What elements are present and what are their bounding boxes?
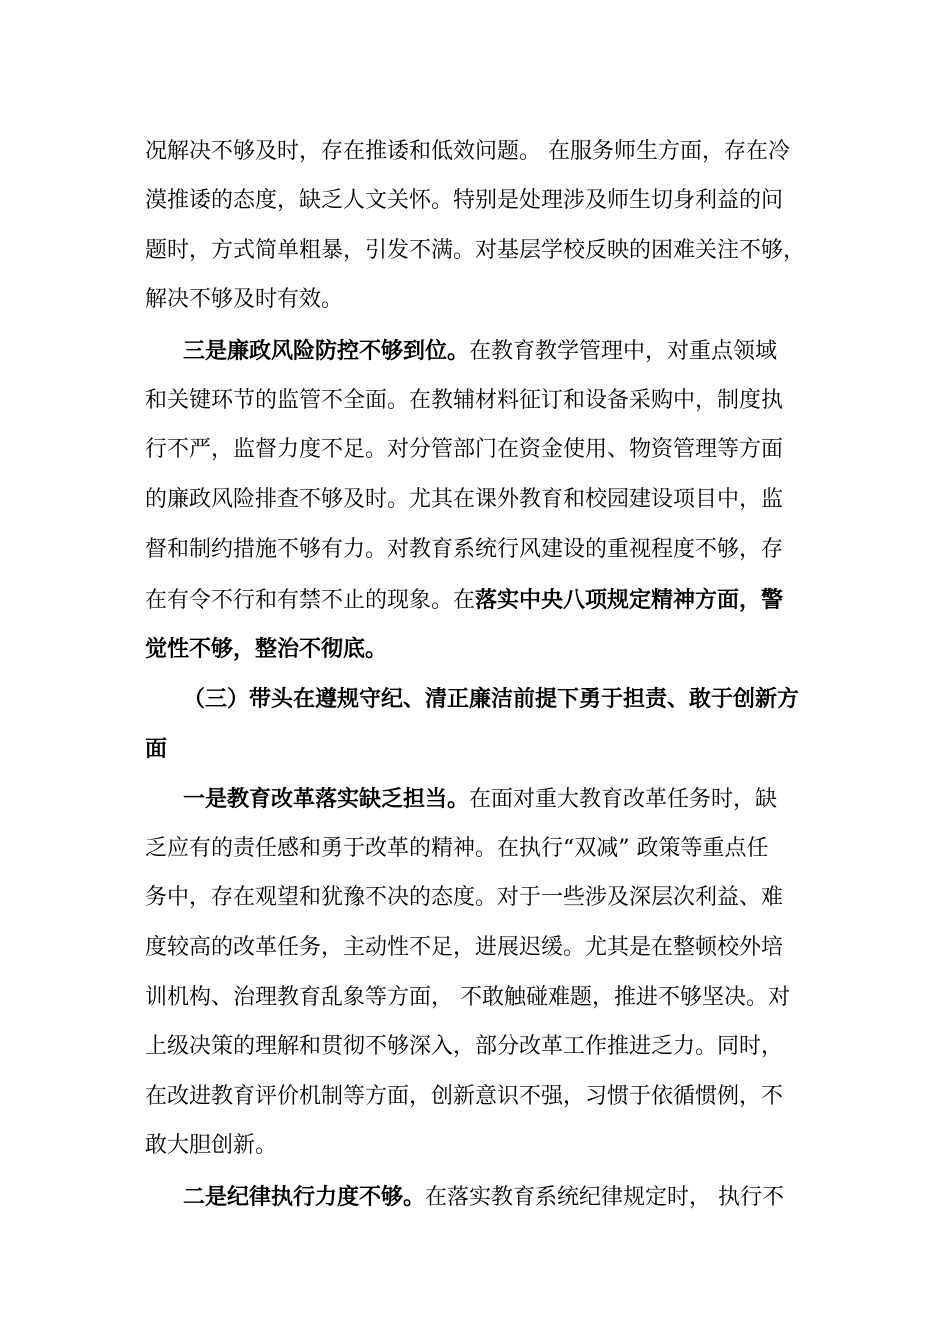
paragraph-2-line-1-text: 在教育教学管理中，对重点领域 bbox=[469, 339, 778, 364]
paragraph-2-lead-bold: 三是廉政风险防控不够到位。 bbox=[183, 338, 470, 364]
paragraph-2-line-5: 督和制约措施不够有力。对教育系统行风建设的重视程度不够，存 bbox=[145, 537, 784, 562]
paragraph-4-lead-bold: 二是纪律执行力度不够。 bbox=[183, 1184, 426, 1210]
paragraph-3-line-3: 务中，存在观望和犹豫不决的态度。对于一些涉及深层次利益、难 bbox=[145, 885, 784, 910]
paragraph-3-line-1 bbox=[183, 784, 835, 815]
paragraph-2-line-6-bold: 落实中央八项规定精神方面，警 bbox=[475, 587, 784, 613]
paragraph-3-line-8: 敢大胆创新。 bbox=[145, 1133, 278, 1158]
paragraph-1-line-3: 题时，方式简单粗暴，引发不满。对基层学校反映的困难关注不够， bbox=[145, 238, 806, 263]
paragraph-2-line-1 bbox=[183, 336, 835, 367]
paragraph-2-line-6 bbox=[145, 585, 835, 616]
paragraph-3-line-4: 度较高的改革任务，主动性不足，进展迟缓。尤其是在整顿校外培 bbox=[145, 935, 784, 960]
paragraph-3-line-5: 训机构、治理教育乱象等方面， 不敢触碰难题，推进不够坚决。对 bbox=[145, 985, 790, 1010]
paragraph-2-line-2: 和关键环节的监管不全面。在教辅材料征订和设备采购中，制度执 bbox=[145, 388, 784, 413]
paragraph-3-line-6: 上级决策的理解和贯彻不够深入，部分改革工作推进乏力。同时， bbox=[145, 1034, 784, 1059]
paragraph-3-line-7: 在改进教育评价机制等方面，创新意识不强，习惯于依循惯例，不 bbox=[145, 1084, 784, 1109]
paragraph-2-line-4: 的廉政风险排查不够及时。尤其在课外教育和校园建设项目中，监 bbox=[145, 487, 784, 512]
section-heading-line-1: （三）带头在遵规守纪、清正廉洁前提下勇于担责、敢于创新方 bbox=[183, 686, 800, 712]
paragraph-3-line-2: 乏应有的责任感和勇于改革的精神。在执行“双减” 政策等重点任 bbox=[145, 836, 769, 861]
paragraph-1-line-1: 况解决不够及时，存在推诿和低效问题。 在服务师生方面，存在冷 bbox=[145, 139, 790, 164]
section-heading-line-2: 面 bbox=[145, 736, 168, 762]
paragraph-4-line-1 bbox=[183, 1182, 835, 1213]
paragraph-3-lead-bold: 一是教育改革落实缺乏担当。 bbox=[183, 786, 470, 812]
paragraph-2-line-3: 行不严，监督力度不足。对分管部门在资金使用、物资管理等方面 bbox=[145, 437, 784, 462]
paragraph-2-line-7: 觉性不够，整治不彻底。 bbox=[145, 636, 388, 662]
paragraph-3-line-1-text: 在面对重大教育改革任务时，缺 bbox=[469, 787, 778, 812]
paragraph-4-line-1-text: 在落实教育系统纪律规定时， 执行不 bbox=[425, 1185, 785, 1210]
paragraph-2-line-6-text: 在有令不行和有禁不止的现象。在 bbox=[145, 588, 476, 613]
paragraph-1-line-4: 解决不够及时有效。 bbox=[145, 287, 344, 312]
paragraph-1-line-2: 漠推诿的态度，缺乏人文关怀。特别是处理涉及师生切身利益的问 bbox=[145, 188, 784, 213]
